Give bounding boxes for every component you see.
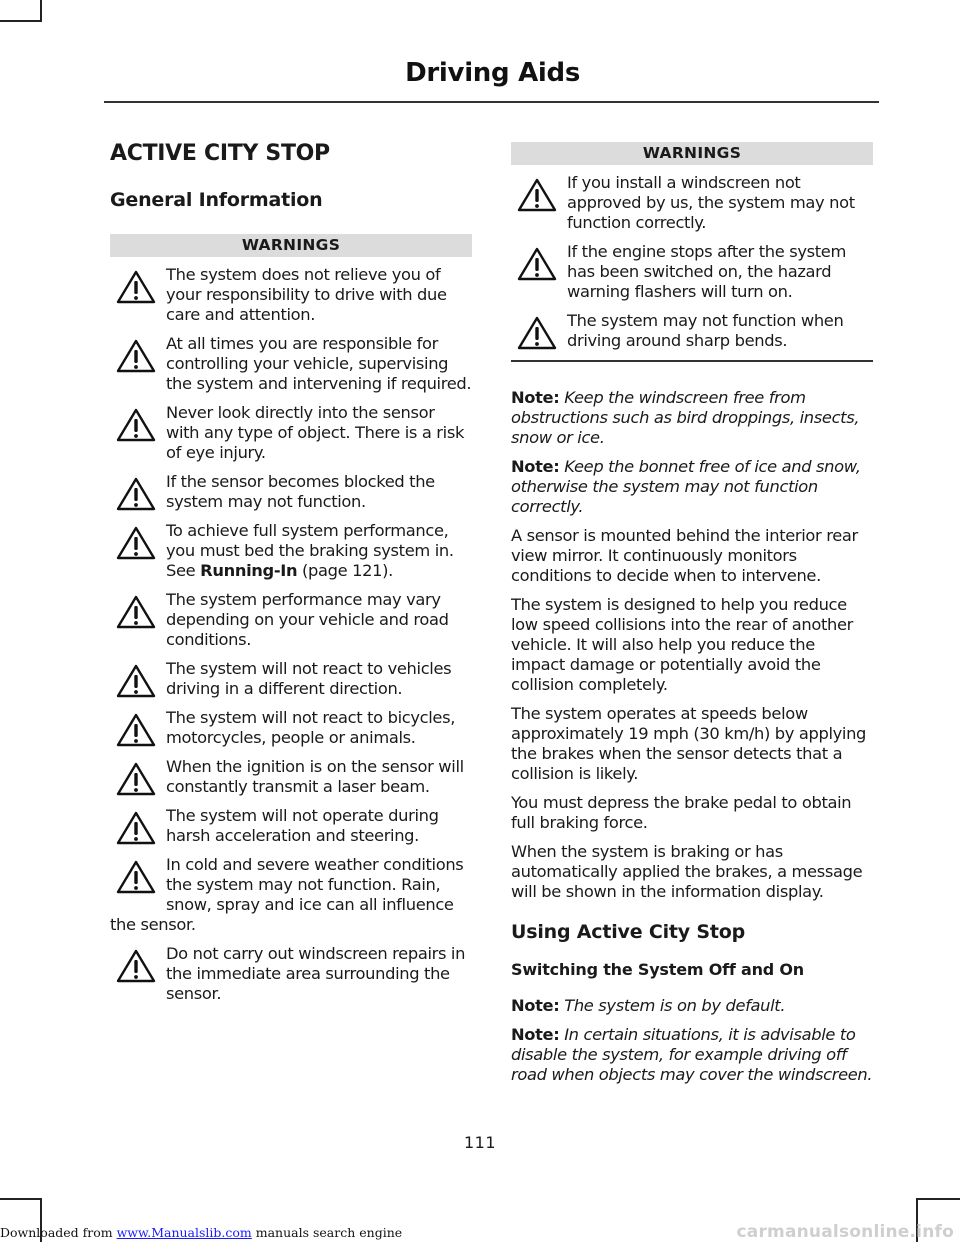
subsection-title: Switching the System Off and On bbox=[511, 960, 804, 979]
warning-text: The system performance may vary depending on your vehicle and road conditions. bbox=[166, 590, 449, 649]
warning-triangle-icon bbox=[116, 270, 156, 304]
body-paragraph: The system is designed to help you reduce low speed collisions into the rear of another vehicle. It will also help you reduce the impact damage or potentially avoid the collision completely. bbox=[511, 595, 854, 694]
note bbox=[511, 996, 873, 1016]
warning-text: In cold and severe weather conditions the system may not function. Rain, snow, spray and ice can all influence the sensor. bbox=[110, 855, 464, 934]
warning-text-part: To achieve full system performance, you must bed the braking system in. See bbox=[166, 521, 454, 580]
warning-item bbox=[110, 521, 472, 581]
warning-text: The system will not operate during harsh acceleration and steering. bbox=[166, 806, 439, 845]
warning-item bbox=[110, 806, 472, 846]
warning-triangle-icon bbox=[116, 860, 156, 894]
section-title: Using Active City Stop bbox=[511, 921, 745, 943]
warning-text: If the sensor becomes blocked the system may not function. bbox=[166, 472, 435, 511]
crop-mark bbox=[0, 1198, 42, 1200]
warning-text-part: (page 121). bbox=[297, 561, 393, 580]
note bbox=[511, 457, 873, 517]
warning-item bbox=[110, 472, 472, 512]
warning-text: Never look directly into the sensor with any type of object. There is a risk of eye injury. bbox=[166, 403, 465, 462]
note-label: Note: bbox=[511, 1025, 560, 1044]
note-label: Note: bbox=[511, 388, 560, 407]
warnings-end-rule bbox=[511, 360, 873, 362]
note-label: Note: bbox=[511, 996, 560, 1015]
note bbox=[511, 1025, 873, 1085]
note bbox=[511, 388, 873, 448]
crop-mark bbox=[916, 1198, 960, 1200]
right-column bbox=[511, 142, 873, 1094]
warning-item bbox=[511, 173, 873, 233]
warning-item bbox=[110, 855, 472, 935]
warning-text: The system will not react to vehicles driving in a different direction. bbox=[166, 659, 452, 698]
body-paragraph: When the system is braking or has automatically applied the brakes, a message will be shown in the information display. bbox=[511, 842, 863, 901]
warning-item bbox=[110, 590, 472, 650]
warning-item bbox=[511, 311, 873, 351]
note-label: Note: bbox=[511, 457, 560, 476]
header-rule bbox=[104, 101, 879, 103]
warning-item bbox=[110, 334, 472, 394]
warning-triangle-icon bbox=[517, 178, 557, 212]
section-title: ACTIVE CITY STOP bbox=[110, 141, 330, 166]
warning-item bbox=[110, 757, 472, 797]
warning-triangle-icon bbox=[517, 316, 557, 350]
warning-triangle-icon bbox=[116, 477, 156, 511]
warning-triangle-icon bbox=[116, 762, 156, 796]
warning-item bbox=[110, 403, 472, 463]
warning-triangle-icon bbox=[116, 949, 156, 983]
left-column bbox=[110, 136, 472, 1013]
body-paragraph: The system operates at speeds below approximately 19 mph (30 km/h) by applying the brakes when the sensor detects that a collision is likely. bbox=[511, 704, 867, 783]
warning-triangle-icon bbox=[116, 664, 156, 698]
warning-triangle-icon bbox=[116, 339, 156, 373]
warning-text: Do not carry out windscreen repairs in the immediate area surrounding the sensor. bbox=[166, 944, 466, 1003]
body-paragraph: A sensor is mounted behind the interior rear view mirror. It continuously monitors conditions to decide when to intervene. bbox=[511, 526, 858, 585]
warning-item bbox=[511, 242, 873, 302]
warning-triangle-icon bbox=[116, 408, 156, 442]
note-text: Keep the windscreen free from obstructions such as bird droppings, insects, snow or ice. bbox=[511, 388, 860, 447]
warning-text bbox=[166, 521, 454, 580]
crop-mark bbox=[0, 20, 40, 22]
subsection-title: General Information bbox=[110, 189, 323, 211]
warning-triangle-icon bbox=[116, 595, 156, 629]
warning-triangle-icon bbox=[116, 526, 156, 560]
warning-item bbox=[110, 265, 472, 325]
warning-item bbox=[110, 708, 472, 748]
page-number: 111 bbox=[463, 1133, 497, 1152]
watermark: carmanualsonline.info bbox=[736, 1222, 954, 1242]
footer-suffix: manuals search engine bbox=[251, 1225, 403, 1240]
note-text: The system is on by default. bbox=[564, 996, 786, 1015]
warning-text: If you install a windscreen not approved by us, the system may not function correctly. bbox=[567, 173, 855, 232]
warning-item bbox=[110, 944, 472, 1004]
manualslib-link[interactable]: www.Manualslib.com bbox=[116, 1225, 252, 1240]
warnings-header: WARNINGS bbox=[511, 142, 873, 165]
warning-text: The system will not react to bicycles, motorcycles, people or animals. bbox=[166, 708, 456, 747]
crop-mark bbox=[40, 0, 42, 22]
warnings-header: WARNINGS bbox=[110, 234, 472, 257]
warning-text: The system does not relieve you of your responsibility to drive with due care and attention. bbox=[166, 265, 447, 324]
body-paragraph: You must depress the brake pedal to obtain full braking force. bbox=[511, 793, 852, 832]
warning-triangle-icon bbox=[517, 247, 557, 281]
warning-text: At all times you are responsible for controlling your vehicle, supervising the system and intervening if required. bbox=[166, 334, 472, 393]
note-text: Keep the bonnet free of ice and snow, otherwise the system may not function correctly. bbox=[511, 457, 861, 516]
warning-text: If the engine stops after the system has been switched on, the hazard warning flashers will turn on. bbox=[567, 242, 846, 301]
warning-triangle-icon bbox=[116, 811, 156, 845]
download-footer bbox=[0, 1225, 402, 1240]
warning-text: When the ignition is on the sensor will constantly transmit a laser beam. bbox=[166, 757, 464, 796]
warning-text: The system may not function when driving around sharp bends. bbox=[567, 311, 844, 350]
page-header-title: Driving Aids bbox=[405, 58, 580, 88]
warning-item bbox=[110, 659, 472, 699]
footer-prefix: Downloaded from bbox=[0, 1225, 117, 1240]
running-in-link[interactable]: Running-In bbox=[200, 561, 298, 580]
note-text: In certain situations, it is advisable to disable the system, for example driving off road when objects may cover the windscreen. bbox=[511, 1025, 873, 1084]
warning-triangle-icon bbox=[116, 713, 156, 747]
